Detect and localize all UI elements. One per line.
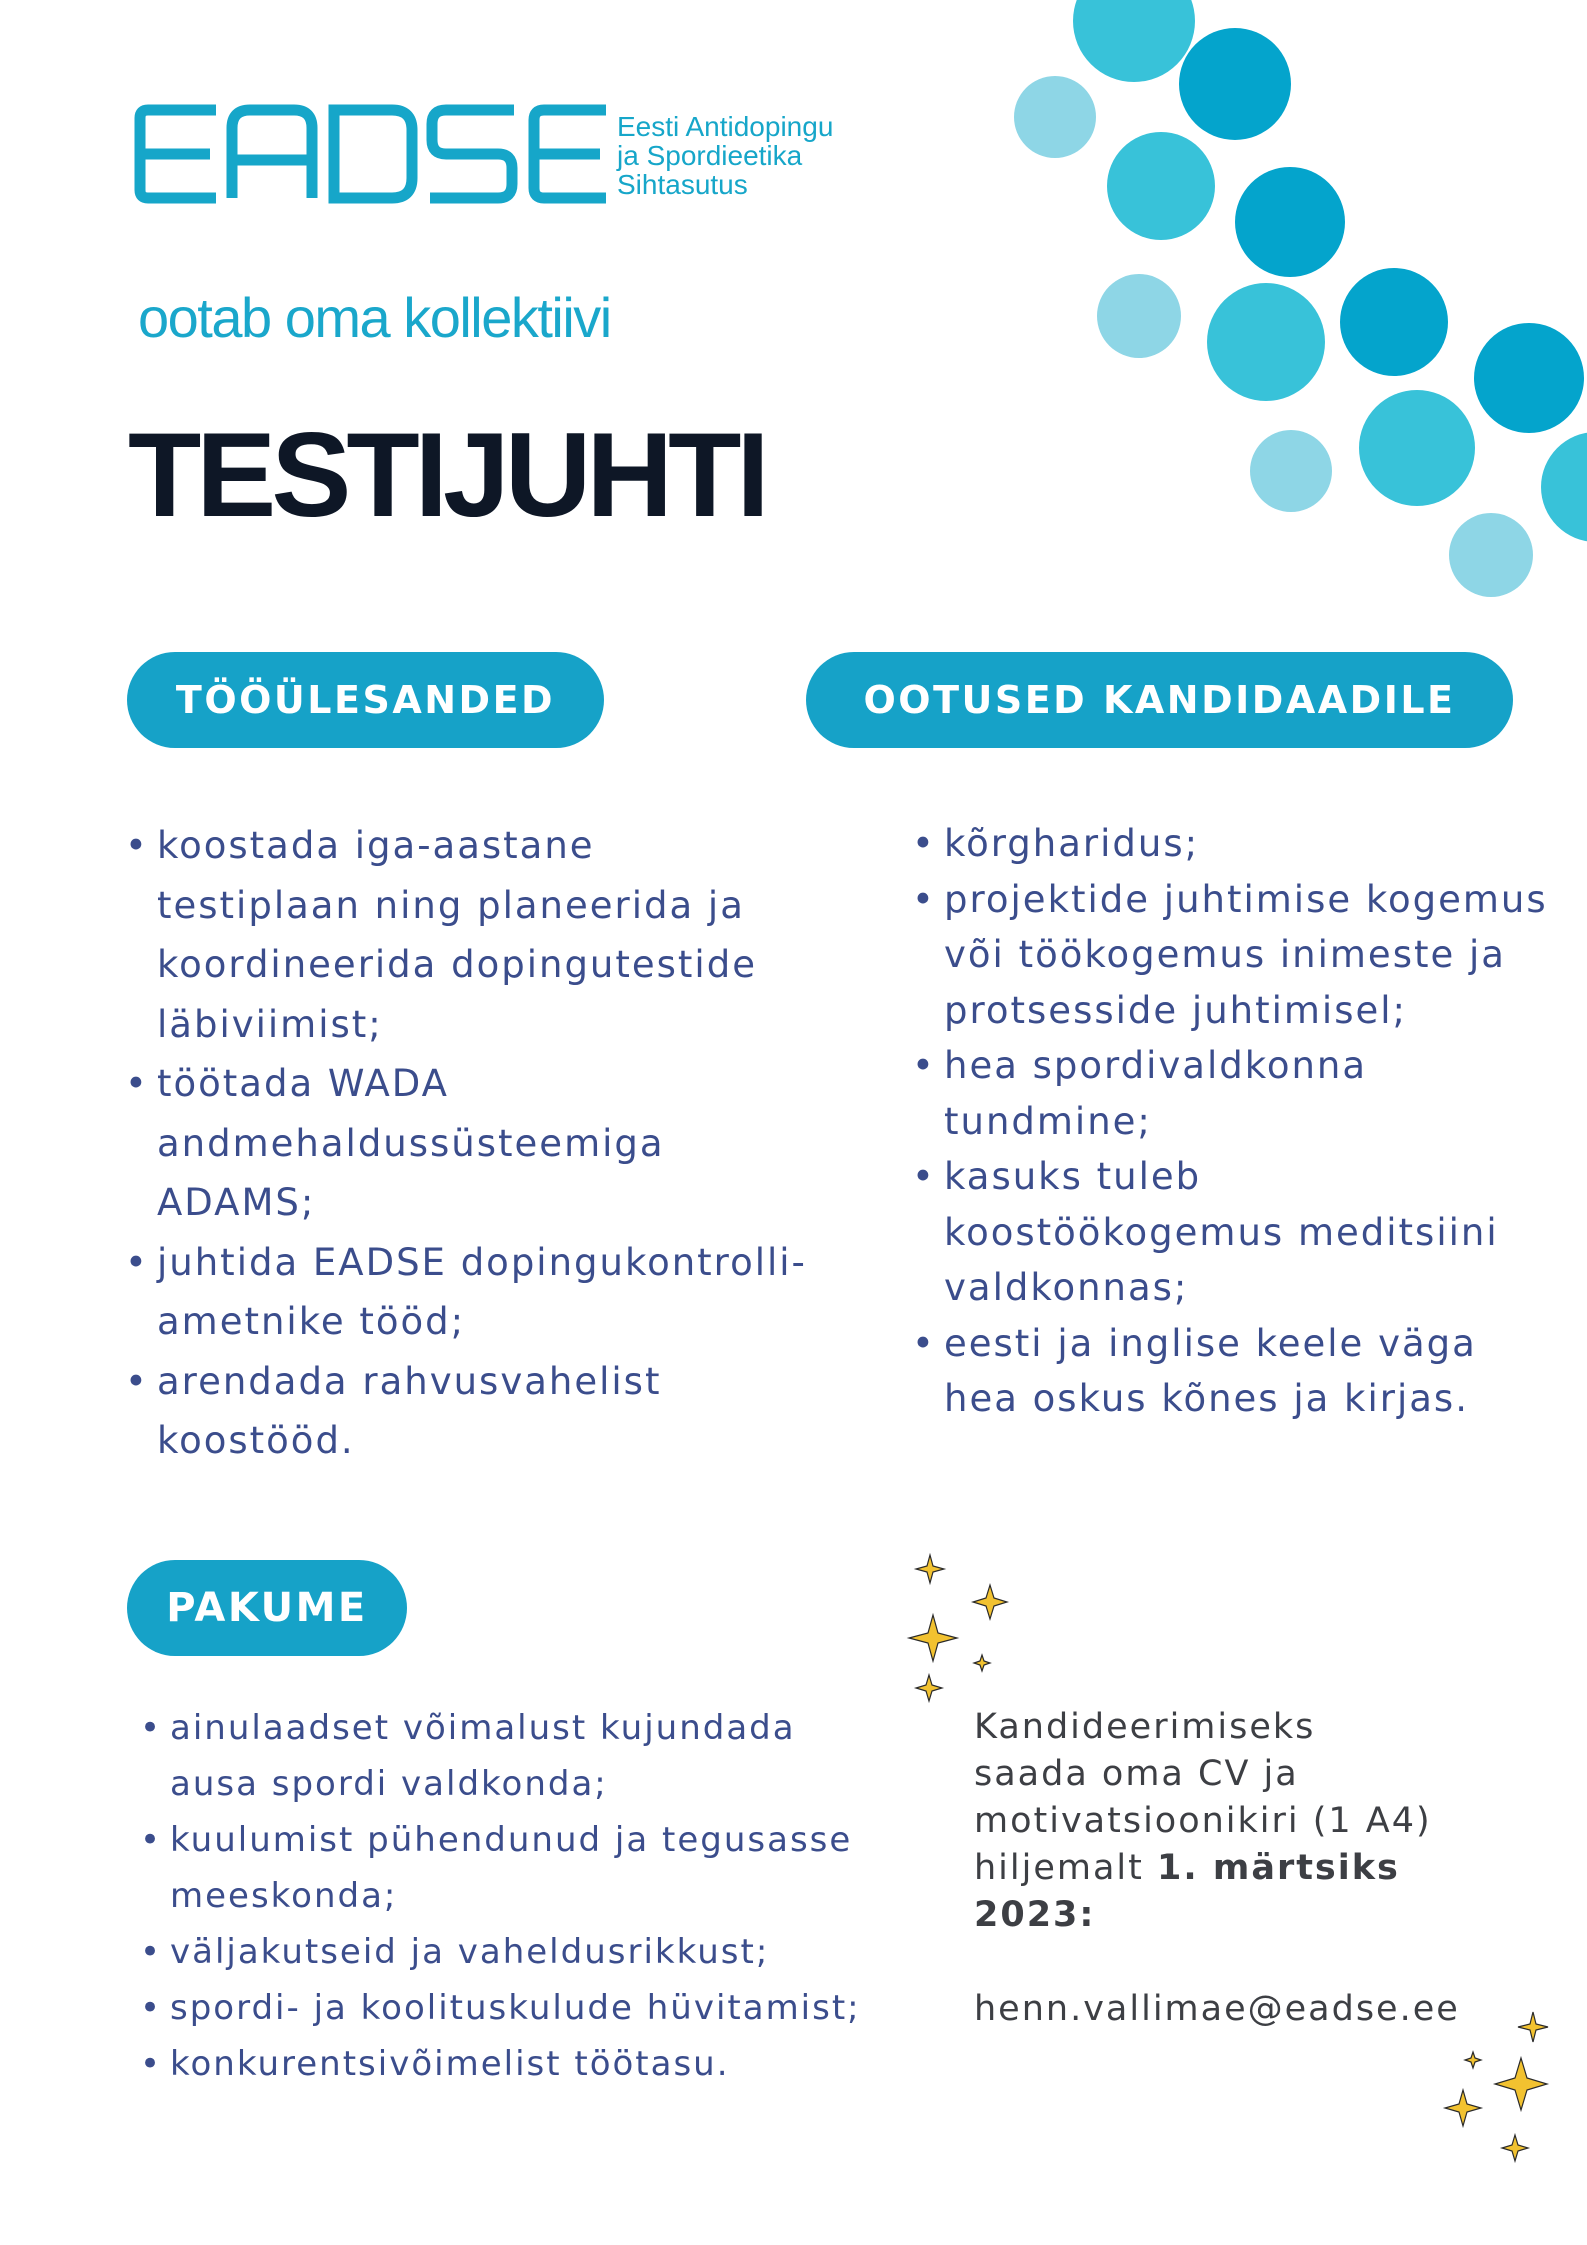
sparkle-icon xyxy=(1502,2135,1528,2161)
eadse-logo xyxy=(134,104,609,204)
decorative-circle xyxy=(1097,274,1181,358)
list-item xyxy=(944,872,1584,1039)
apply-instructions xyxy=(974,1704,1534,2033)
tagline: ootab oma kollektiivi xyxy=(138,286,611,349)
logo-subtitle-line: Eesti Antidopingu xyxy=(617,111,834,142)
apply-line: motivatsioonikiri (1 A4) xyxy=(974,1801,1432,1841)
list-item-line: • ainulaadset võimalust kujundada xyxy=(170,1708,796,1748)
list-item-line: • väljakutseid ja vaheldusrikkust; xyxy=(170,1932,770,1972)
decorative-circle xyxy=(1073,0,1195,82)
sparkle-icon xyxy=(916,1675,942,1701)
page-title: TESTIJUHTI xyxy=(128,408,765,542)
sparkle-cluster-top xyxy=(895,1545,1035,1725)
decorative-circle xyxy=(1340,268,1448,376)
list-item-line: • projektide juhtimise kogemus xyxy=(944,877,1548,921)
list-item-line: ametnike tööd; xyxy=(157,1300,466,1343)
apply-line: Kandideerimiseks xyxy=(974,1707,1316,1747)
list-item xyxy=(157,816,837,1054)
list-item xyxy=(157,1054,837,1233)
list-item xyxy=(944,1038,1584,1149)
list-item-line: meeskonda; xyxy=(170,1876,398,1916)
decorative-circle xyxy=(1235,167,1345,277)
apply-deadline-date: 1. märtsiks xyxy=(1157,1848,1400,1888)
list-item-line: • koostada iga-aastane xyxy=(157,824,595,867)
list-item-line: protsesside juhtimisel; xyxy=(944,988,1407,1032)
decorative-circle xyxy=(1474,323,1584,433)
list-item xyxy=(170,1980,910,2036)
list-item-line: • kõrgharidus; xyxy=(944,822,1200,865)
list-item xyxy=(170,1700,910,1812)
decorative-circle xyxy=(1250,430,1332,512)
decorative-circle xyxy=(1107,132,1215,240)
logo-subtitle-line: ja Spordieetika xyxy=(617,140,803,171)
list-item-line: tundmine; xyxy=(944,1099,1152,1143)
sparkle-icon xyxy=(1465,2052,1481,2068)
list-item xyxy=(944,1316,1584,1427)
sparkle-icon xyxy=(1445,2090,1481,2126)
list-item xyxy=(157,1352,837,1471)
list-item-line: • eesti ja inglise keele väga xyxy=(944,1321,1477,1365)
offer-list xyxy=(170,1700,910,2092)
tasks-list xyxy=(157,816,837,1471)
apply-line: saada oma CV ja xyxy=(974,1754,1299,1794)
tasks-heading: TÖÖÜLESANDED xyxy=(127,652,604,748)
list-item-line: • kasuks tuleb xyxy=(944,1155,1202,1198)
apply-deadline-prefix: hiljemalt xyxy=(974,1848,1158,1888)
list-item-line: • arendada rahvusvahelist xyxy=(157,1359,662,1403)
list-item-line: • hea spordivaldkonna xyxy=(944,1044,1368,1087)
apply-line xyxy=(974,1845,1534,1892)
decorative-circle xyxy=(1014,76,1096,158)
sparkle-icon xyxy=(909,1615,957,1661)
apply-deadline-year: 2023: xyxy=(974,1895,1096,1935)
list-item-line: ADAMS; xyxy=(157,1181,316,1224)
list-item xyxy=(170,2036,910,2092)
sparkle-icon xyxy=(973,1585,1007,1619)
decorative-circle xyxy=(1207,283,1325,401)
decorative-circle xyxy=(1359,390,1475,506)
list-item xyxy=(170,1924,910,1980)
sparkle-icon xyxy=(1518,2012,1548,2042)
list-item-line: hea oskus kõnes ja kirjas. xyxy=(944,1377,1469,1420)
list-item xyxy=(170,1812,910,1924)
list-item-line: ausa spordi valdkonda; xyxy=(170,1764,608,1804)
decorative-circle xyxy=(1541,432,1587,542)
sparkle-cluster-bottom xyxy=(1435,2000,1575,2185)
decorative-circle xyxy=(1179,28,1291,140)
offer-heading: PAKUME xyxy=(127,1560,407,1656)
expectations-heading: OOTUSED KANDIDAADILE xyxy=(806,652,1513,748)
apply-line xyxy=(974,1892,1534,1939)
decorative-circle xyxy=(1449,513,1533,597)
list-item-line: koordineerida dopingutestide xyxy=(157,943,757,986)
list-item-line: või töökogemus inimeste ja xyxy=(944,933,1506,976)
list-item-line: koostööd. xyxy=(157,1419,355,1462)
list-item-line: • spordi- ja koolituskulude hüvitamist; xyxy=(170,1988,861,2028)
list-item-line: • kuulumist pühendunud ja tegusasse xyxy=(170,1820,853,1860)
list-item-line: andmehaldussüsteemiga xyxy=(157,1121,665,1165)
list-item-line: koostöökogemus meditsiini xyxy=(944,1210,1499,1254)
list-item-line: läbiviimist; xyxy=(157,1002,383,1046)
list-item-line: • töötada WADA xyxy=(157,1062,449,1105)
sparkle-icon xyxy=(974,1655,990,1671)
expectations-list xyxy=(944,816,1584,1427)
list-item xyxy=(944,1149,1584,1316)
list-item-line: • juhtida EADSE dopingukontrolli- xyxy=(157,1240,807,1284)
list-item-line: valdkonnas; xyxy=(944,1266,1189,1309)
logo-subtitle xyxy=(617,112,833,199)
list-item xyxy=(944,816,1584,872)
sparkle-icon xyxy=(916,1555,944,1583)
sparkle-icon xyxy=(1495,2058,1547,2110)
list-item-line: testiplaan ning planeerida ja xyxy=(157,883,745,927)
contact-email-link[interactable]: henn.vallimae@eadse.ee xyxy=(974,1989,1460,2029)
logo-subtitle-line: Sihtasutus xyxy=(617,169,748,200)
list-item xyxy=(157,1233,837,1352)
list-item-line: • konkurentsivõimelist töötasu. xyxy=(170,2044,730,2084)
